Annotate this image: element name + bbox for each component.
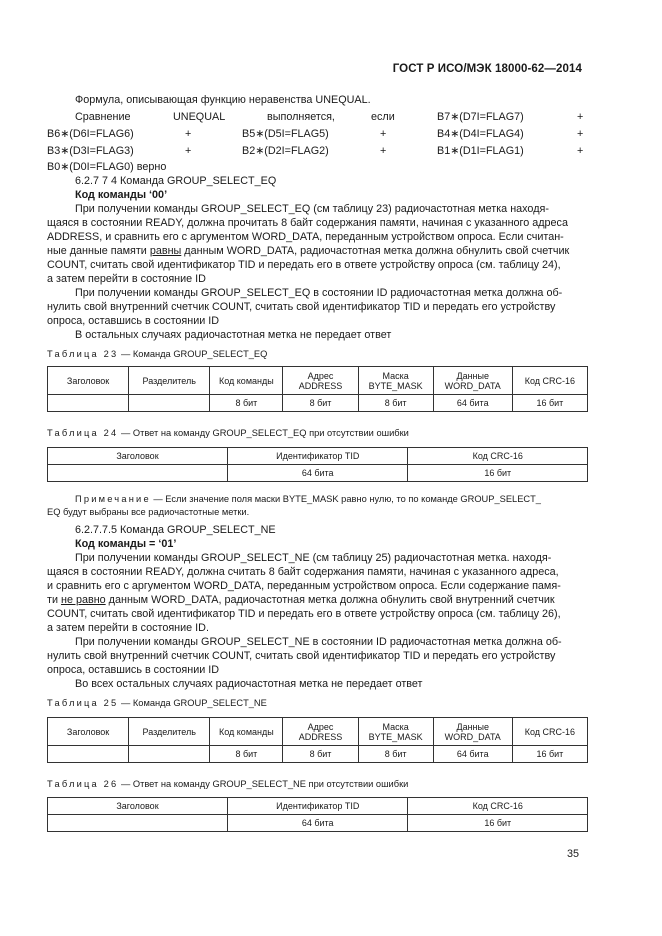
table-row [48,448,588,465]
eq-p2-line-1: При получении команды GROUP_SELECT_EQ в состоянии ID радиочастотная метка должна об- [75,287,563,299]
table-cell [48,746,129,763]
section-ne-heading: 6.2.7.7.5 Команда GROUP_SELECT_NE [75,524,276,536]
table-cell [48,465,228,482]
table-header-cell: Код команды [210,367,283,395]
table-26 [47,797,588,832]
table-24 [47,447,588,482]
table-header-cell: Код CRC-16 [512,367,587,395]
header-line-2: ADDRESS [298,380,343,391]
table-cell [48,395,129,412]
table-row [48,395,588,412]
table-cell [48,815,228,832]
ne-p3: Во всех остальных случаях радиочастотная метка не передает ответ [75,678,423,690]
note-line-2: EQ будут выбраны все радиочастотные метки. [47,507,250,517]
table-cell: 8 бит [283,746,358,763]
table-cell: 16 бит [408,465,588,482]
table-25-caption: Таблица 25 — Команда GROUP_SELECT_NE [47,698,267,708]
table-cell: 64 бита [433,746,512,763]
note-line-1: Примечание — Если значение поля маски BYTE_MASK равно нулю, то по команде GROUP_SELECT_ [75,494,541,504]
page-number: 35 [567,848,580,860]
ne-p1-line-1: При получении команды GROUP_SELECT_NE (см таблицу 25) радиочастотная метка. находя- [75,552,552,564]
eq-p3: В остальных случаях радиочастотная метка не передает ответ [75,329,392,341]
section-eq-heading: 6.2.7 7 4 Команда GROUP_SELECT_EQ [75,175,277,187]
table-header-cell: Заголовок [48,367,129,395]
table-row [48,367,588,395]
ne-p2-line-2: нулить свой внутренний счетчик COUNT, считать свой идентификатор TID и передать его устройству [47,650,556,662]
table-cell: 64 бита [227,815,408,832]
table-header-cell: Заголовок [48,718,129,746]
table-header-cell: Маска BYTE_MASK [358,367,433,395]
eq-p1-line-3: ADDRESS, и сравнить его с аргументом WORD_DATA, переданным устройством опроса. Если считан- [47,231,564,243]
table-cell: 16 бит [512,746,587,763]
table-cell: 8 бит [358,395,433,412]
ne-p1-line-4: ти не равно данным WORD_DATA, радиочастотная метка должна обнулить свой внутренний счетчик [47,594,555,606]
table-23 [47,366,588,412]
table-header-cell: Код CRC-16 [512,718,587,746]
table-header-cell: Заголовок [48,798,228,815]
header-line-1: Адрес [307,370,334,381]
table-header-cell: Заголовок [48,448,228,465]
table-cell: 16 бит [512,395,587,412]
table-cell: 8 бит [283,395,358,412]
table-row [48,798,588,815]
table-row [48,746,588,763]
table-cell: 64 бита [433,395,512,412]
underlined-not-equal: не равно [60,594,106,606]
ne-p2-line-3: опроса, оставшись в состоянии ID [47,664,220,676]
table-row [48,465,588,482]
table-header-cell: Адрес ADDRESS [283,718,358,746]
eq-p1-line-4: ные данные памяти равны данным WORD_DATA, радиочастотная метка должна обнулить свой счетчик [47,245,570,257]
eq-p2-line-3: опроса, оставшись в состоянии ID [47,315,220,327]
eq-p1-line-6: а затем перейти в состояние ID [47,273,206,285]
underlined-equal: равны [149,245,182,257]
table-header-cell [283,367,358,395]
table-cell: 16 бит [408,815,588,832]
table-cell [129,395,210,412]
section-eq-code: Код команды ‘00’ [75,189,168,201]
table-cell: 8 бит [210,746,283,763]
ne-p1-line-3: и сравнить его с аргументом WORD_DATA, переданным устройством опроса. Если содержание памя- [47,580,561,592]
eq-p1-line-5: COUNT, считать свой идентификатор TID и передать его в ответе устройству опроса (см. таблицу 24), [47,259,561,271]
table-header-cell: Данные WORD_DATA [433,718,512,746]
table-row [48,815,588,832]
table-header-cell: Код CRC-16 [408,798,588,815]
table-cell: 8 бит [358,746,433,763]
ne-p2-line-1: При получении команды GROUP_SELECT_NE в состоянии ID радиочастотная метка должна об- [75,636,562,648]
table-cell: 8 бит [210,395,283,412]
eq-p2-line-2: нулить свой внутренний счетчик COUNT, считать свой идентификатор TID и передать его устройству [47,301,556,313]
table-23-caption: Таблица 23 — Команда GROUP_SELECT_EQ [47,349,268,359]
table-25 [47,717,588,763]
table-header-cell: Код команды [210,718,283,746]
table-header-cell: Маска BYTE_MASK [358,718,433,746]
note-label: Примечание [75,494,151,504]
table-header-cell: Разделитель [129,367,210,395]
ne-p1-line-6: а затем перейти в состояние ID. [47,622,209,634]
eq-p1-line-2: щаяся в состоянии READY, должна прочитать 8 байт содержания памяти, начиная с указанного адреса [47,217,568,229]
document-code: ГОСТ Р ИСО/МЭК 18000-62—2014 [392,63,582,75]
table-header-cell: Данные WORD_DATA [433,367,512,395]
ne-p1-line-5: COUNT, считать свой идентификатор TID и передать его в ответе устройству опроса (см. таблицу 26), [47,608,561,620]
table-header-cell: Разделитель [129,718,210,746]
table-header-cell: Идентификатор TID [227,448,408,465]
table-header-cell: Идентификатор TID [227,798,408,815]
table-24-caption: Таблица 24 — Ответ на команду GROUP_SELECT_EQ при отсутствии ошибки [47,428,409,438]
formula-intro: Формула, описывающая функцию неравенства UNEQUAL. [75,94,371,106]
table-cell [129,746,210,763]
eq-p1-line-1: При получении команды GROUP_SELECT_EQ (см таблицу 23) радиочастотная метка находя- [75,203,549,215]
table-26-caption: Таблица 26 — Ответ на команду GROUP_SELECT_NE при отсутствии ошибки [47,779,409,789]
ne-p1-line-2: щаяся в состоянии READY, должна считать 8 байт содержания памяти, начиная с указанного адреса, [47,566,559,578]
table-cell: 64 бита [227,465,408,482]
formula-line-4: B0∗(D0I=FLAG0) верно [47,161,167,173]
table-row [48,718,588,746]
table-header-cell: Код CRC-16 [408,448,588,465]
section-ne-code: Код команды = ‘01’ [75,538,177,550]
